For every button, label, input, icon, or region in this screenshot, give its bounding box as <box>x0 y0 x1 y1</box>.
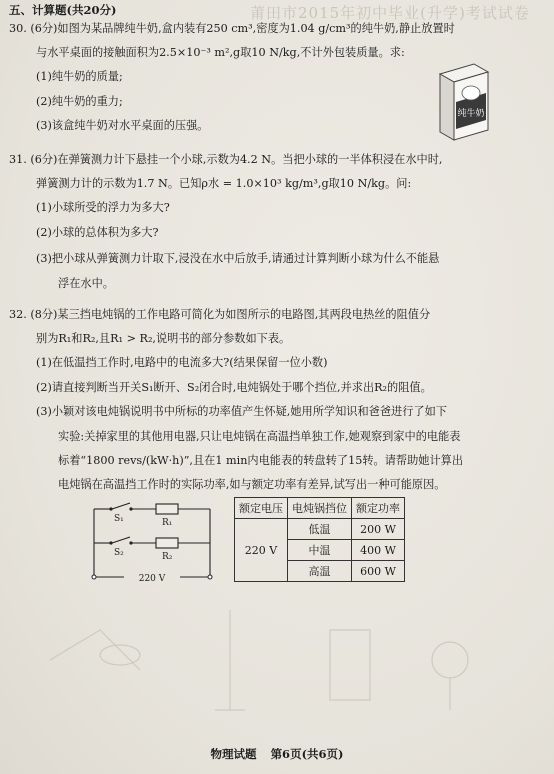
power-cell: 400 W <box>352 540 405 561</box>
q32-sub3b: 实验:关掉家里的其他用电器,只让电炖锅在高温挡单独工作,她观察到家中的电能表 <box>58 430 461 443</box>
rated-voltage-cell: 220 V <box>235 519 288 582</box>
spec-table-header-row <box>235 498 405 519</box>
q31-sub3a: (3)把小球从弹簧测力计取下,浸没在水中后放手,请通过计算判断小球为什么不能悬 <box>36 252 440 265</box>
q32-sub2: (2)请直接判断当开关S₁断开、S₂闭合时,电炖锅处于哪个挡位,并求出R₂的阻值。 <box>36 381 432 394</box>
resistor-r1-label: R₁ <box>162 518 173 528</box>
power-cell: 200 W <box>352 519 405 540</box>
section-title: 五、计算题(共20分) <box>9 3 117 17</box>
q31-sub2: (2)小球的总体积为多大? <box>36 226 159 239</box>
q32-sub3a: (3)小颖对该电炖锅说明书中所标的功率值产生怀疑,她用所学知识和爸爸进行了如下 <box>36 405 447 418</box>
bleed-through-title: 莆田市2015年初中毕业(升学)考试试卷 <box>250 4 530 22</box>
q32-line1: 32. (8分)某三挡电炖锅的工作电路可简化为如图所示的电路图,其两段电热丝的阻值分 <box>9 308 431 321</box>
switch-s2-label: S₂ <box>114 548 124 558</box>
table-row <box>235 519 405 540</box>
q31-sub3b: 浮在水中。 <box>58 277 114 290</box>
q30-line2: 与水平桌面的接触面积为2.5×10⁻³ m²,g取10 N/kg,不计外包装质量。求: <box>36 46 405 59</box>
q31-sub1: (1)小球所受的浮力为多大? <box>36 201 170 214</box>
q30-sub2: (2)纯牛奶的重力; <box>36 95 123 108</box>
header-rated-power: 额定功率 <box>352 498 405 519</box>
supply-voltage-label: 220 V <box>138 574 166 584</box>
header-rated-voltage: 额定电压 <box>235 498 288 519</box>
spec-table <box>234 497 405 582</box>
mode-cell: 中温 <box>288 540 352 561</box>
page-footer <box>0 746 554 762</box>
q31-line1: 31. (6分)在弹簧测力计下悬挂一个小球,示数为4.2 N。当把小球的一半体积浸在水中时, <box>9 153 443 166</box>
q32-sub3c: 标着“1800 revs/(kW·h)”,且在1 min内电能表的转盘转了15转。请帮助她计算出 <box>58 454 464 467</box>
power-cell: 600 W <box>352 561 405 582</box>
footer-subject: 物理试题 <box>210 747 257 761</box>
q30-sub3: (3)该盒纯牛奶对水平桌面的压强。 <box>36 119 209 132</box>
bleed-through-figures <box>30 600 510 730</box>
q30-line1: 30. (6分)如图为某品牌纯牛奶,盒内装有250 cm³,密度为1.04 g/cm³的纯牛奶,静止放置时 <box>9 22 455 35</box>
switch-s1-label: S₁ <box>114 514 124 524</box>
q31-line2: 弹簧测力计的示数为1.7 N。已知ρ水 = 1.0×10³ kg/m³,g取10 N/kg。问: <box>36 177 412 190</box>
resistor-r2-label: R₂ <box>162 552 173 562</box>
q32-sub1: (1)在低温挡工作时,电路中的电流多大?(结果保留一位小数) <box>36 356 328 369</box>
milk-carton-image <box>434 60 492 142</box>
mode-cell: 高温 <box>288 561 352 582</box>
mode-cell: 低温 <box>288 519 352 540</box>
q30-sub1: (1)纯牛奶的质量; <box>36 70 123 83</box>
q32-sub3d: 电炖锅在高温挡工作时的实际功率,如与额定功率有差异,试写出一种可能原因。 <box>58 478 446 491</box>
milk-carton-label: 纯牛奶 <box>457 109 485 119</box>
footer-page-number: 第6页(共6页) <box>270 747 344 761</box>
circuit-diagram <box>84 497 224 587</box>
q32-line2: 别为R₁和R₂,且R₁ > R₂,说明书的部分参数如下表。 <box>36 332 291 345</box>
header-mode: 电炖锅挡位 <box>288 498 352 519</box>
